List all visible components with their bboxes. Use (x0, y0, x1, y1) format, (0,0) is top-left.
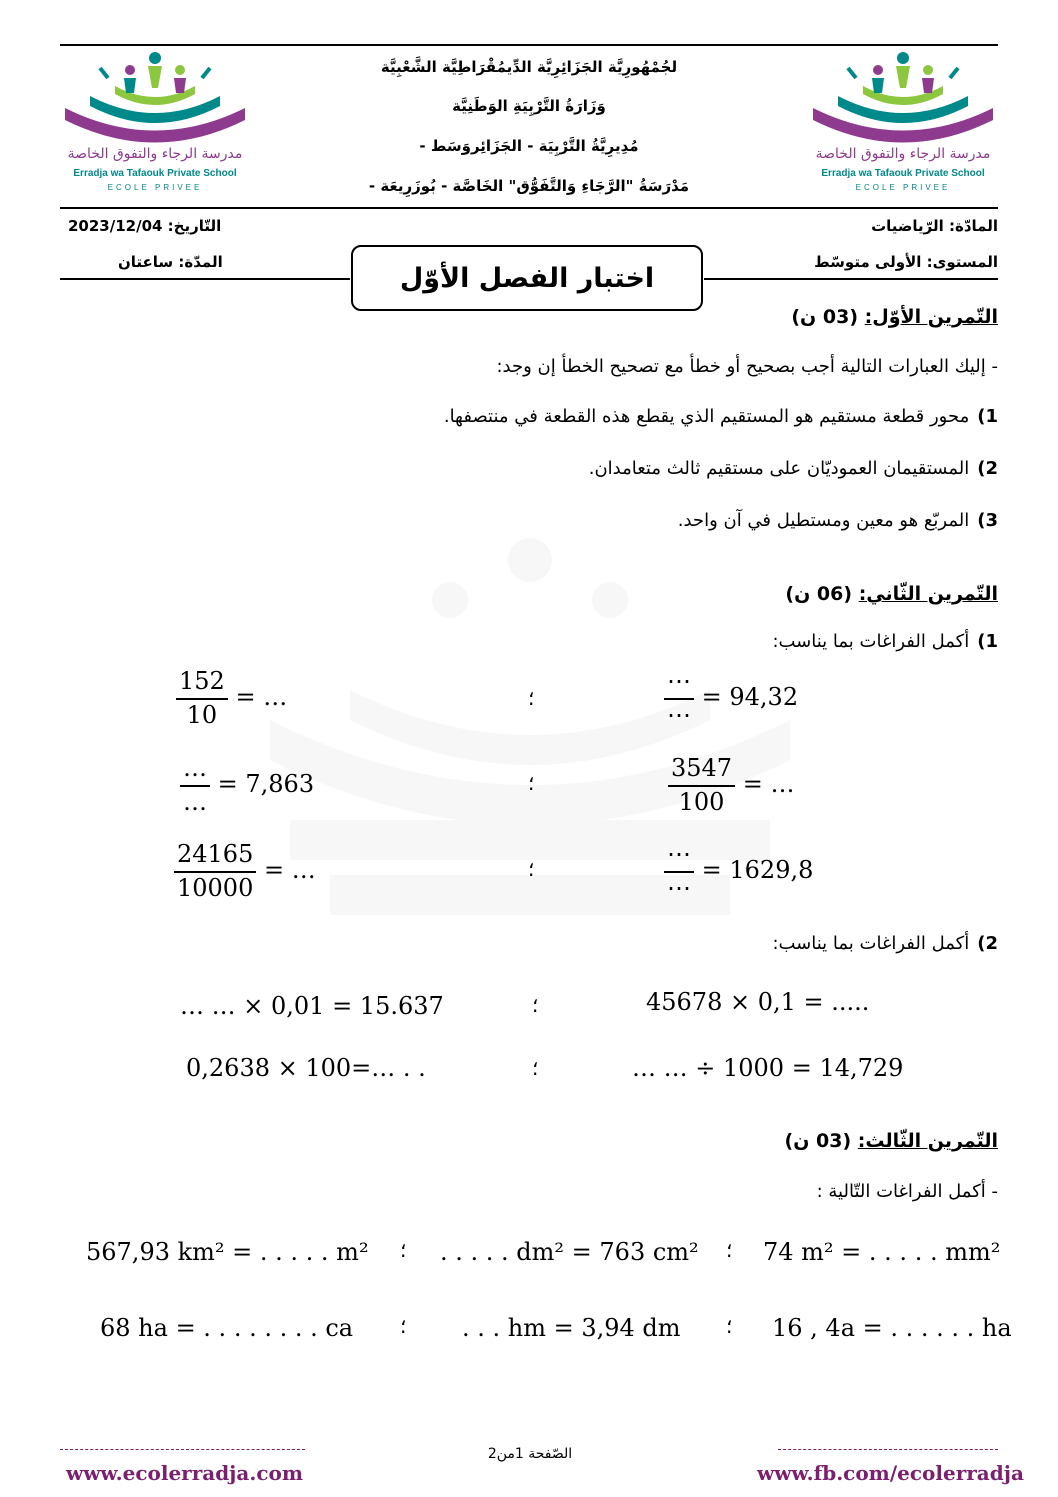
separator: ؛ (726, 1314, 733, 1338)
fraction-numerator: 3547 (668, 755, 735, 787)
fraction-denominator: … (183, 787, 207, 816)
fraction-exercise (176, 668, 287, 729)
fraction-exercise (664, 668, 798, 729)
unit-conversion: 567,93 km² = . . . . . m² (86, 1238, 369, 1266)
ex1-title-text: التّمرين الأوّل: (864, 306, 998, 328)
page-number: الصّفحة 1من2 (487, 1446, 573, 1462)
unit-conversion: 68 ha = . . . . . . . . ca (100, 1314, 354, 1342)
fraction-denominator: 100 (678, 787, 725, 816)
ex2-q1-text: أكمل الفراغات بما يناسب: (772, 631, 970, 652)
logo-name-fr: ECOLE PRIVEE (107, 183, 203, 192)
ex1-intro: - إليك العبارات التالية أجب بصحيح أو خطأ مع تصحيح الخطأ إن وجد: (496, 356, 998, 377)
date-label: التّاريخ: 2023/12/04 (68, 217, 222, 235)
fraction-result: = 1629,8 (701, 856, 814, 885)
fraction-exercise (668, 755, 794, 816)
website-link[interactable]: www.ecolerradja.com (66, 1461, 304, 1485)
separator: ؛ (400, 1314, 407, 1338)
ex1-item-number: 3) (977, 510, 998, 531)
fraction-exercise (174, 841, 316, 902)
logo-name-ar: مدرسة الرجاء والتفوق الخاصة (815, 146, 991, 162)
separator: ؛ (532, 993, 539, 1017)
unit-conversion: . . . hm = 3,94 dm (462, 1314, 681, 1342)
operation-exercise: 0,2638 × 100=… . . (186, 1054, 426, 1082)
ex1-item-text: محور قطعة مستقيم هو المستقيم الذي يقطع هذه القطعة في منتصفها. (443, 406, 970, 427)
header-directorate: مُدِيرِيَّةُ التَّرْبِيَة - الجَزَائِروَسَط - (419, 137, 639, 155)
fraction-exercise (664, 841, 813, 902)
ex3-title (785, 1130, 998, 1152)
fraction-exercise (180, 755, 314, 816)
unit-conversion: 16 , 4a = . . . . . . ha (772, 1314, 1012, 1342)
fraction-denominator: ⋯ (667, 700, 691, 729)
ex2-points: (06 ن) (785, 583, 853, 605)
ex2-q1-number: 1) (977, 631, 998, 652)
fraction-numerator: 24165 (174, 841, 256, 873)
fraction-numerator: 152 (176, 668, 228, 700)
logo-name-en: Erradja wa Tafaouk Private School (73, 168, 237, 179)
fraction-numerator: ⋯ (664, 841, 694, 873)
header-rule (60, 207, 998, 209)
operation-exercise: 45678 × 0,1 = ..... (646, 988, 870, 1016)
fraction-result: = … (235, 683, 288, 712)
ex3-points: (03 ن) (784, 1130, 852, 1152)
fraction-result: = … (264, 856, 316, 885)
separator: ؛ (528, 771, 535, 795)
ex3-intro: - أكمل الفراغات التّالية : (816, 1181, 998, 1202)
info-rule-right (704, 278, 998, 280)
fraction-result: = 7,863 (217, 770, 315, 799)
ex2-q1 (772, 631, 998, 652)
fraction-result: = 94,32 (701, 683, 799, 712)
ex1-item-number: 2) (977, 458, 998, 479)
unit-conversion: . . . . . dm² = 763 cm² (440, 1238, 699, 1266)
ex1-item-text: المستقيمان العموديّان على مستقيم ثالث متعامدان. (588, 458, 970, 479)
operation-exercise: … … ÷ 1000 = 14,729 (632, 1054, 904, 1082)
separator: ؛ (532, 1056, 539, 1080)
fraction-denominator: 10 (186, 700, 218, 729)
separator: ؛ (400, 1238, 407, 1262)
ex1-item-3 (678, 510, 998, 531)
ex2-title (785, 583, 998, 605)
footer-divider-right (778, 1449, 998, 1450)
fraction-numerator: … (180, 755, 210, 787)
info-rule-left (60, 278, 350, 280)
ex2-q2-text: أكمل الفراغات بما يناسب: (772, 933, 970, 954)
ex1-item-2 (589, 458, 998, 479)
ex2-title-text: التّمرين الثّاني: (858, 583, 998, 605)
ex1-points: (03 ن) (791, 306, 858, 328)
ex1-title (791, 306, 998, 328)
header-school: مَدْرَسَةُ "الرَّجَاءِ وَالتَّفَوُّق" الخَاصَّة - بُوزَرِيعَة - (368, 177, 690, 195)
logo-name-fr: ECOLE PRIVEE (855, 183, 951, 192)
subject-label: المادّة: الرّياضيات (871, 217, 998, 235)
header-ministry: وَزَارَةُ التَّرْبِيَةِ الوَطَنِيَّة (452, 97, 606, 115)
ex1-item-text: المربّع هو معين ومستطيل في آن واحد. (677, 510, 970, 531)
footer-divider-left (60, 1449, 305, 1450)
fraction-denominator: ⋯ (667, 873, 691, 902)
fraction-numerator: ⋯ (664, 668, 694, 700)
fraction-denominator: 10000 (177, 873, 254, 902)
ex1-item-1 (444, 406, 998, 427)
separator: ؛ (528, 857, 535, 881)
duration-label: المدّة: ساعتان (118, 253, 223, 271)
exam-title: اختبار الفصل الأوّل (351, 245, 703, 311)
top-rule (60, 44, 998, 46)
ex3-title-text: التّمرين الثّالث: (857, 1130, 998, 1152)
level-label: المستوى: الأولى متوسّط (814, 253, 998, 271)
ex2-q2 (772, 933, 998, 954)
header-republic: لجُمْهُورِيَّة الجَزَائِرِيَّة الدِّيمُقْرَاطِيَّة الشَّعْبِيَّة (380, 58, 678, 76)
operation-exercise: … … × 0,01 = 15.637 (180, 992, 444, 1020)
fraction-result: = … (742, 770, 795, 799)
ex1-item-number: 1) (977, 406, 998, 427)
logo-name-en: Erradja wa Tafaouk Private School (821, 168, 985, 179)
facebook-link[interactable]: www.fb.com/ecolerradja (757, 1461, 1024, 1485)
separator: ؛ (726, 1238, 733, 1262)
separator: ؛ (528, 686, 535, 710)
unit-conversion: 74 m² = . . . . . mm² (763, 1238, 1001, 1266)
ex2-q2-number: 2) (977, 933, 998, 954)
logo-name-ar: مدرسة الرجاء والتفوق الخاصة (67, 146, 243, 162)
